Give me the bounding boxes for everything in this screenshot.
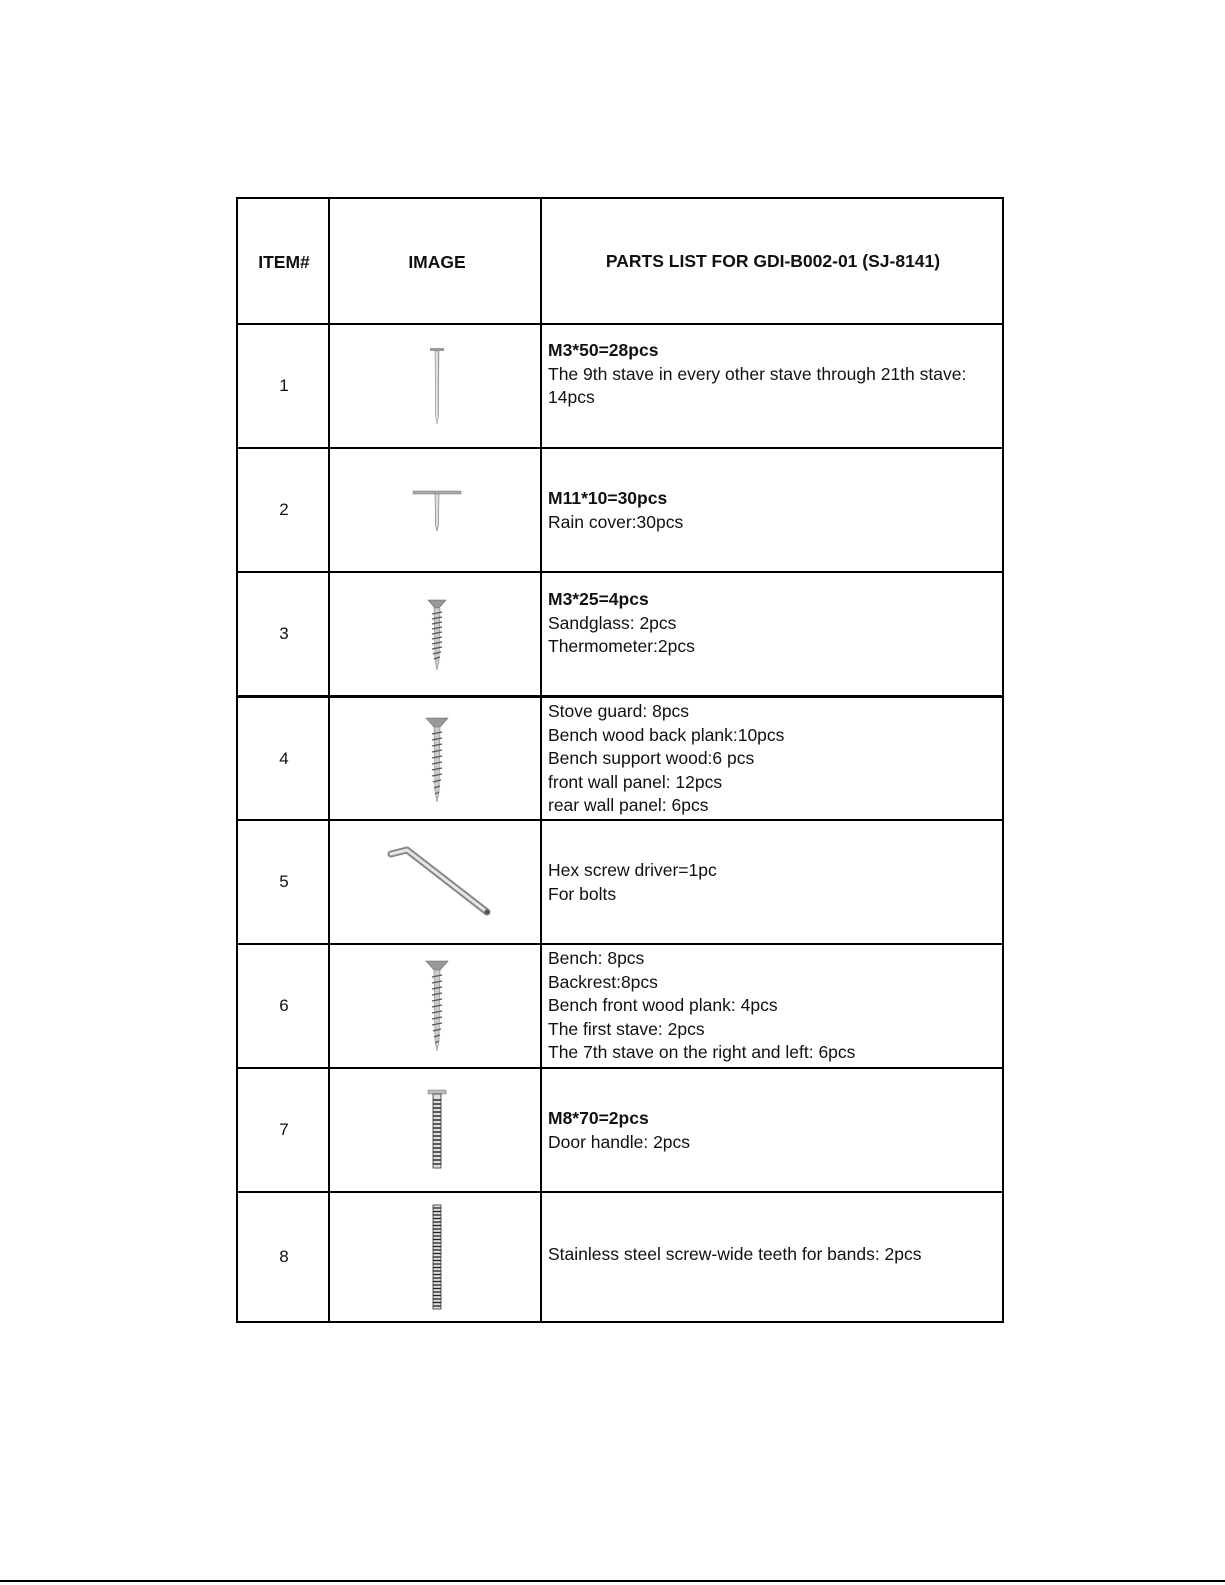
- table-header: [238, 199, 1002, 325]
- part-image: [330, 698, 544, 819]
- item-number: 6: [279, 996, 289, 1015]
- table-row: [238, 1191, 1002, 1321]
- t-nail-icon: [407, 485, 467, 535]
- item-number: 7: [279, 1120, 289, 1139]
- part-usage: rear wall panel: 6pcs: [548, 795, 709, 815]
- image-column-header: IMAGE: [408, 251, 466, 272]
- part-usage: For bolts: [548, 883, 617, 904]
- part-usage: 14pcs: [548, 387, 595, 407]
- part-usage: Bench support wood:6 pcs: [548, 748, 755, 768]
- part-usage: Bench wood back plank:10pcs: [548, 724, 785, 745]
- item-number: 3: [279, 624, 289, 643]
- part-usage: Stove guard: 8pcs: [548, 701, 690, 721]
- part-image: [330, 945, 544, 1067]
- threaded-rod-icon: [425, 1203, 449, 1311]
- part-description: [544, 325, 1002, 447]
- part-usage: Door handle: 2pcs: [548, 1131, 691, 1152]
- part-image: [330, 821, 544, 943]
- parts-list-table: [236, 197, 1004, 1323]
- item-number: 5: [279, 872, 289, 891]
- page-bottom-rule: [0, 1580, 1225, 1582]
- part-image: [330, 1193, 544, 1321]
- part-usage: The first stave: 2pcs: [548, 1018, 705, 1039]
- part-usage: front wall panel: 12pcs: [548, 771, 723, 792]
- part-size: M11*10=30pcs: [548, 488, 668, 508]
- table-row: [238, 695, 1002, 819]
- part-size: M8*70=2pcs: [548, 1108, 649, 1128]
- long-wood-screw-icon: [420, 957, 454, 1055]
- part-image: [330, 1069, 544, 1191]
- part-description: [544, 449, 1002, 571]
- item-number: 4: [279, 748, 289, 768]
- item-number: 1: [279, 376, 289, 395]
- part-description: [544, 821, 1002, 943]
- bolt-icon: [422, 1088, 452, 1172]
- part-description: [544, 573, 1002, 695]
- item-number: 2: [279, 500, 289, 519]
- item-column-header: ITEM#: [258, 251, 310, 272]
- part-size: M3*25=4pcs: [548, 589, 649, 609]
- part-image: [330, 573, 544, 695]
- part-usage: The 9th stave in every other stave through 21th stave:: [548, 363, 967, 384]
- part-size: M3*50=28pcs: [548, 340, 659, 360]
- part-usage: Bench front wood plank: 4pcs: [548, 995, 778, 1015]
- part-usage: Thermometer:2pcs: [548, 636, 695, 656]
- part-description: [544, 1069, 1002, 1191]
- part-description: [544, 945, 1002, 1067]
- part-usage: Stainless steel screw-wide teeth for bands: 2pcs: [548, 1244, 922, 1264]
- table-row: [238, 447, 1002, 571]
- nail-icon: [422, 346, 452, 426]
- table-row: [238, 1067, 1002, 1191]
- part-usage: Bench: 8pcs: [548, 948, 645, 968]
- table-row: [238, 819, 1002, 943]
- part-usage: The 7th stave on the right and left: 6pcs: [548, 1042, 856, 1062]
- table-row: [238, 943, 1002, 1067]
- part-usage: Backrest:8pcs: [548, 971, 658, 992]
- part-image: [330, 325, 544, 447]
- part-usage: Hex screw driver=1pc: [548, 860, 717, 880]
- part-image: [330, 449, 544, 571]
- wood-screw-icon: [420, 712, 454, 806]
- item-number: 8: [279, 1247, 289, 1266]
- table-row: [238, 571, 1002, 695]
- part-usage: Rain cover:30pcs: [548, 511, 684, 532]
- part-description: [544, 698, 1002, 819]
- table-row: [238, 323, 1002, 447]
- part-usage: Sandglass: 2pcs: [548, 612, 677, 633]
- parts-list-title: PARTS LIST FOR GDI-B002-01 (SJ-8141): [605, 251, 941, 272]
- hex-key-icon: [377, 840, 497, 924]
- part-description: [544, 1193, 1002, 1321]
- short-screw-icon: [422, 594, 452, 674]
